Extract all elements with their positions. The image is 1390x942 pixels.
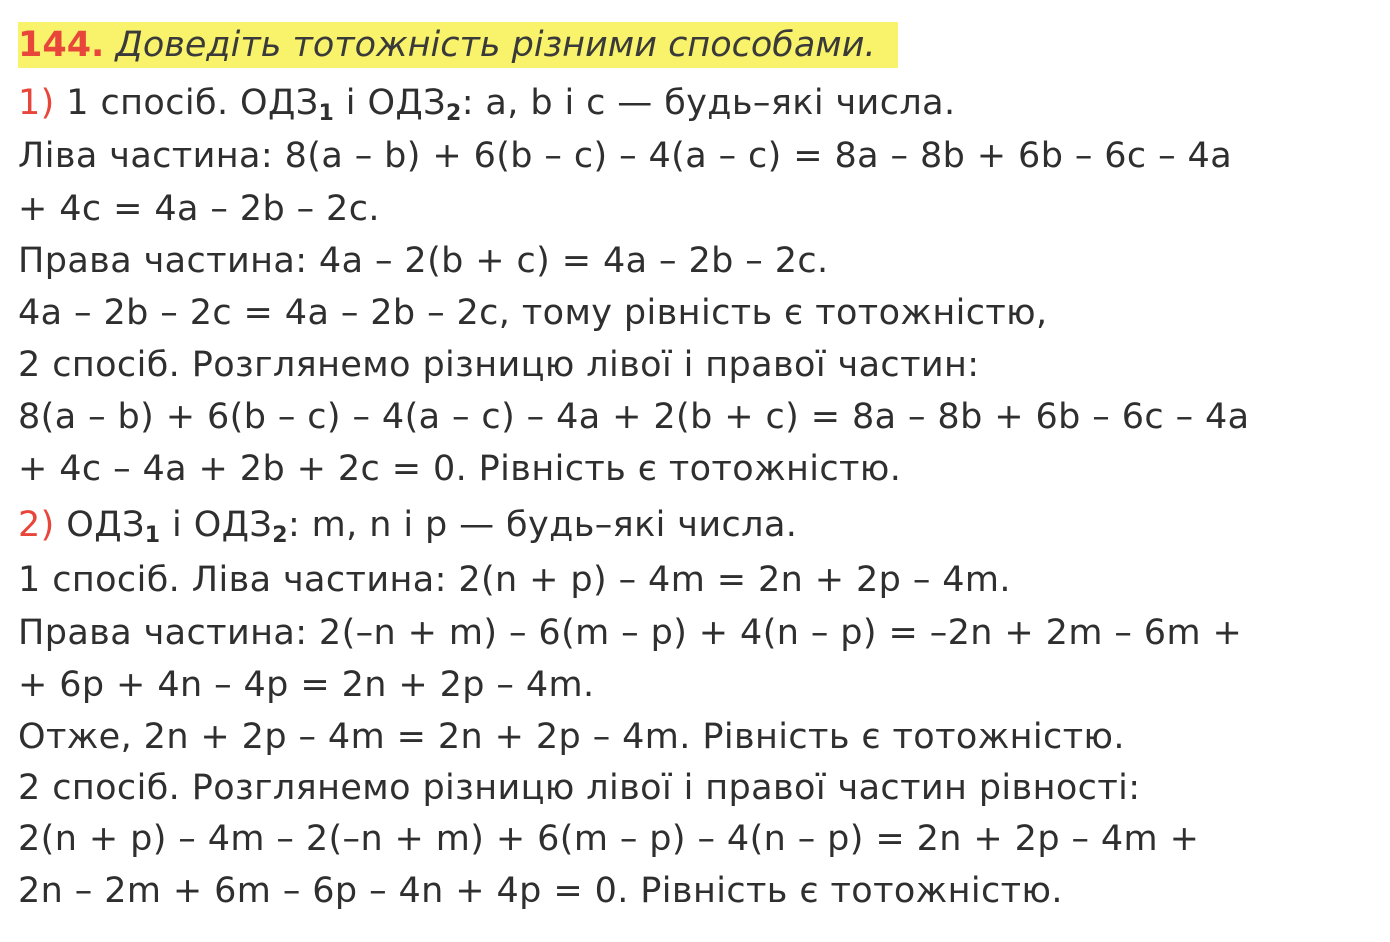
part1-line5: 4a – 2b – 2c = 4a – 2b – 2c, тому рівність є тотожністю, (18, 293, 1048, 333)
part2-subscript-1: 1 (144, 523, 161, 548)
part2-line4: + 6p + 4n – 4p = 2n + 2p – 4m. (18, 665, 595, 705)
part2-marker: 2) (18, 505, 55, 545)
part1-line7: 8(a – b) + 6(b – c) – 4(a – c) – 4a + 2(b + c) = 8a – 8b + 6b – 6c – 4a (18, 397, 1250, 437)
exercise-number: 144. (18, 25, 105, 65)
part2-subscript-2: 2 (272, 523, 288, 548)
exercise-task: Доведіть тотожність різними способами. (115, 25, 876, 65)
part2-line1 (18, 502, 797, 548)
part2-line6: 2 спосіб. Розглянемо різницю лівої і правої частин рівності: (18, 768, 1141, 808)
part2-line5: Отже, 2n + 2p – 4m = 2n + 2p – 4m. Рівність є тотожністю. (18, 717, 1125, 757)
part1-line1-text-a: 1 спосіб. ОДЗ (66, 83, 319, 123)
part1-marker: 1) (18, 83, 55, 123)
part1-subscript-2: 2 (445, 101, 462, 126)
part2-line1-text-c: : m, n і p — будь–які числа. (287, 505, 798, 545)
exercise-title (18, 22, 898, 68)
part1-line1 (18, 80, 956, 126)
part2-line1-text-b: і ОДЗ (160, 505, 273, 545)
part2-line3: Права частина: 2(–n + m) – 6(m – p) + 4(n – p) = –2n + 2m – 6m + (18, 613, 1243, 653)
part1-line4: Права частина: 4a – 2(b + c) = 4a – 2b – 2c. (18, 241, 829, 281)
part1-line8: + 4c – 4a + 2b + 2c = 0. Рівність є тотожністю. (18, 449, 902, 489)
part1-line2: Ліва частина: 8(a – b) + 6(b – c) – 4(a – c) = 8a – 8b + 6b – 6c – 4a (18, 136, 1233, 176)
part2-line8: 2n – 2m + 6m – 6p – 4n + 4p = 0. Рівність є тотожністю. (18, 871, 1063, 911)
part2-line7: 2(n + p) – 4m – 2(–n + m) + 6(m – p) – 4(n – p) = 2n + 2p – 4m + (18, 819, 1200, 859)
part1-line3: + 4c = 4a – 2b – 2c. (18, 189, 380, 229)
part2-line2: 1 спосіб. Ліва частина: 2(n + p) – 4m = 2n + 2p – 4m. (18, 560, 1011, 600)
part1-subscript-1: 1 (318, 101, 335, 126)
part1-line6: 2 спосіб. Розглянемо різницю лівої і правої частин: (18, 345, 980, 385)
part1-line1-text-c: : a, b і c — будь–які числа. (461, 83, 956, 123)
part2-line1-text-a: ОДЗ (54, 505, 145, 545)
part1-line1-text-b: і ОДЗ (334, 83, 446, 123)
